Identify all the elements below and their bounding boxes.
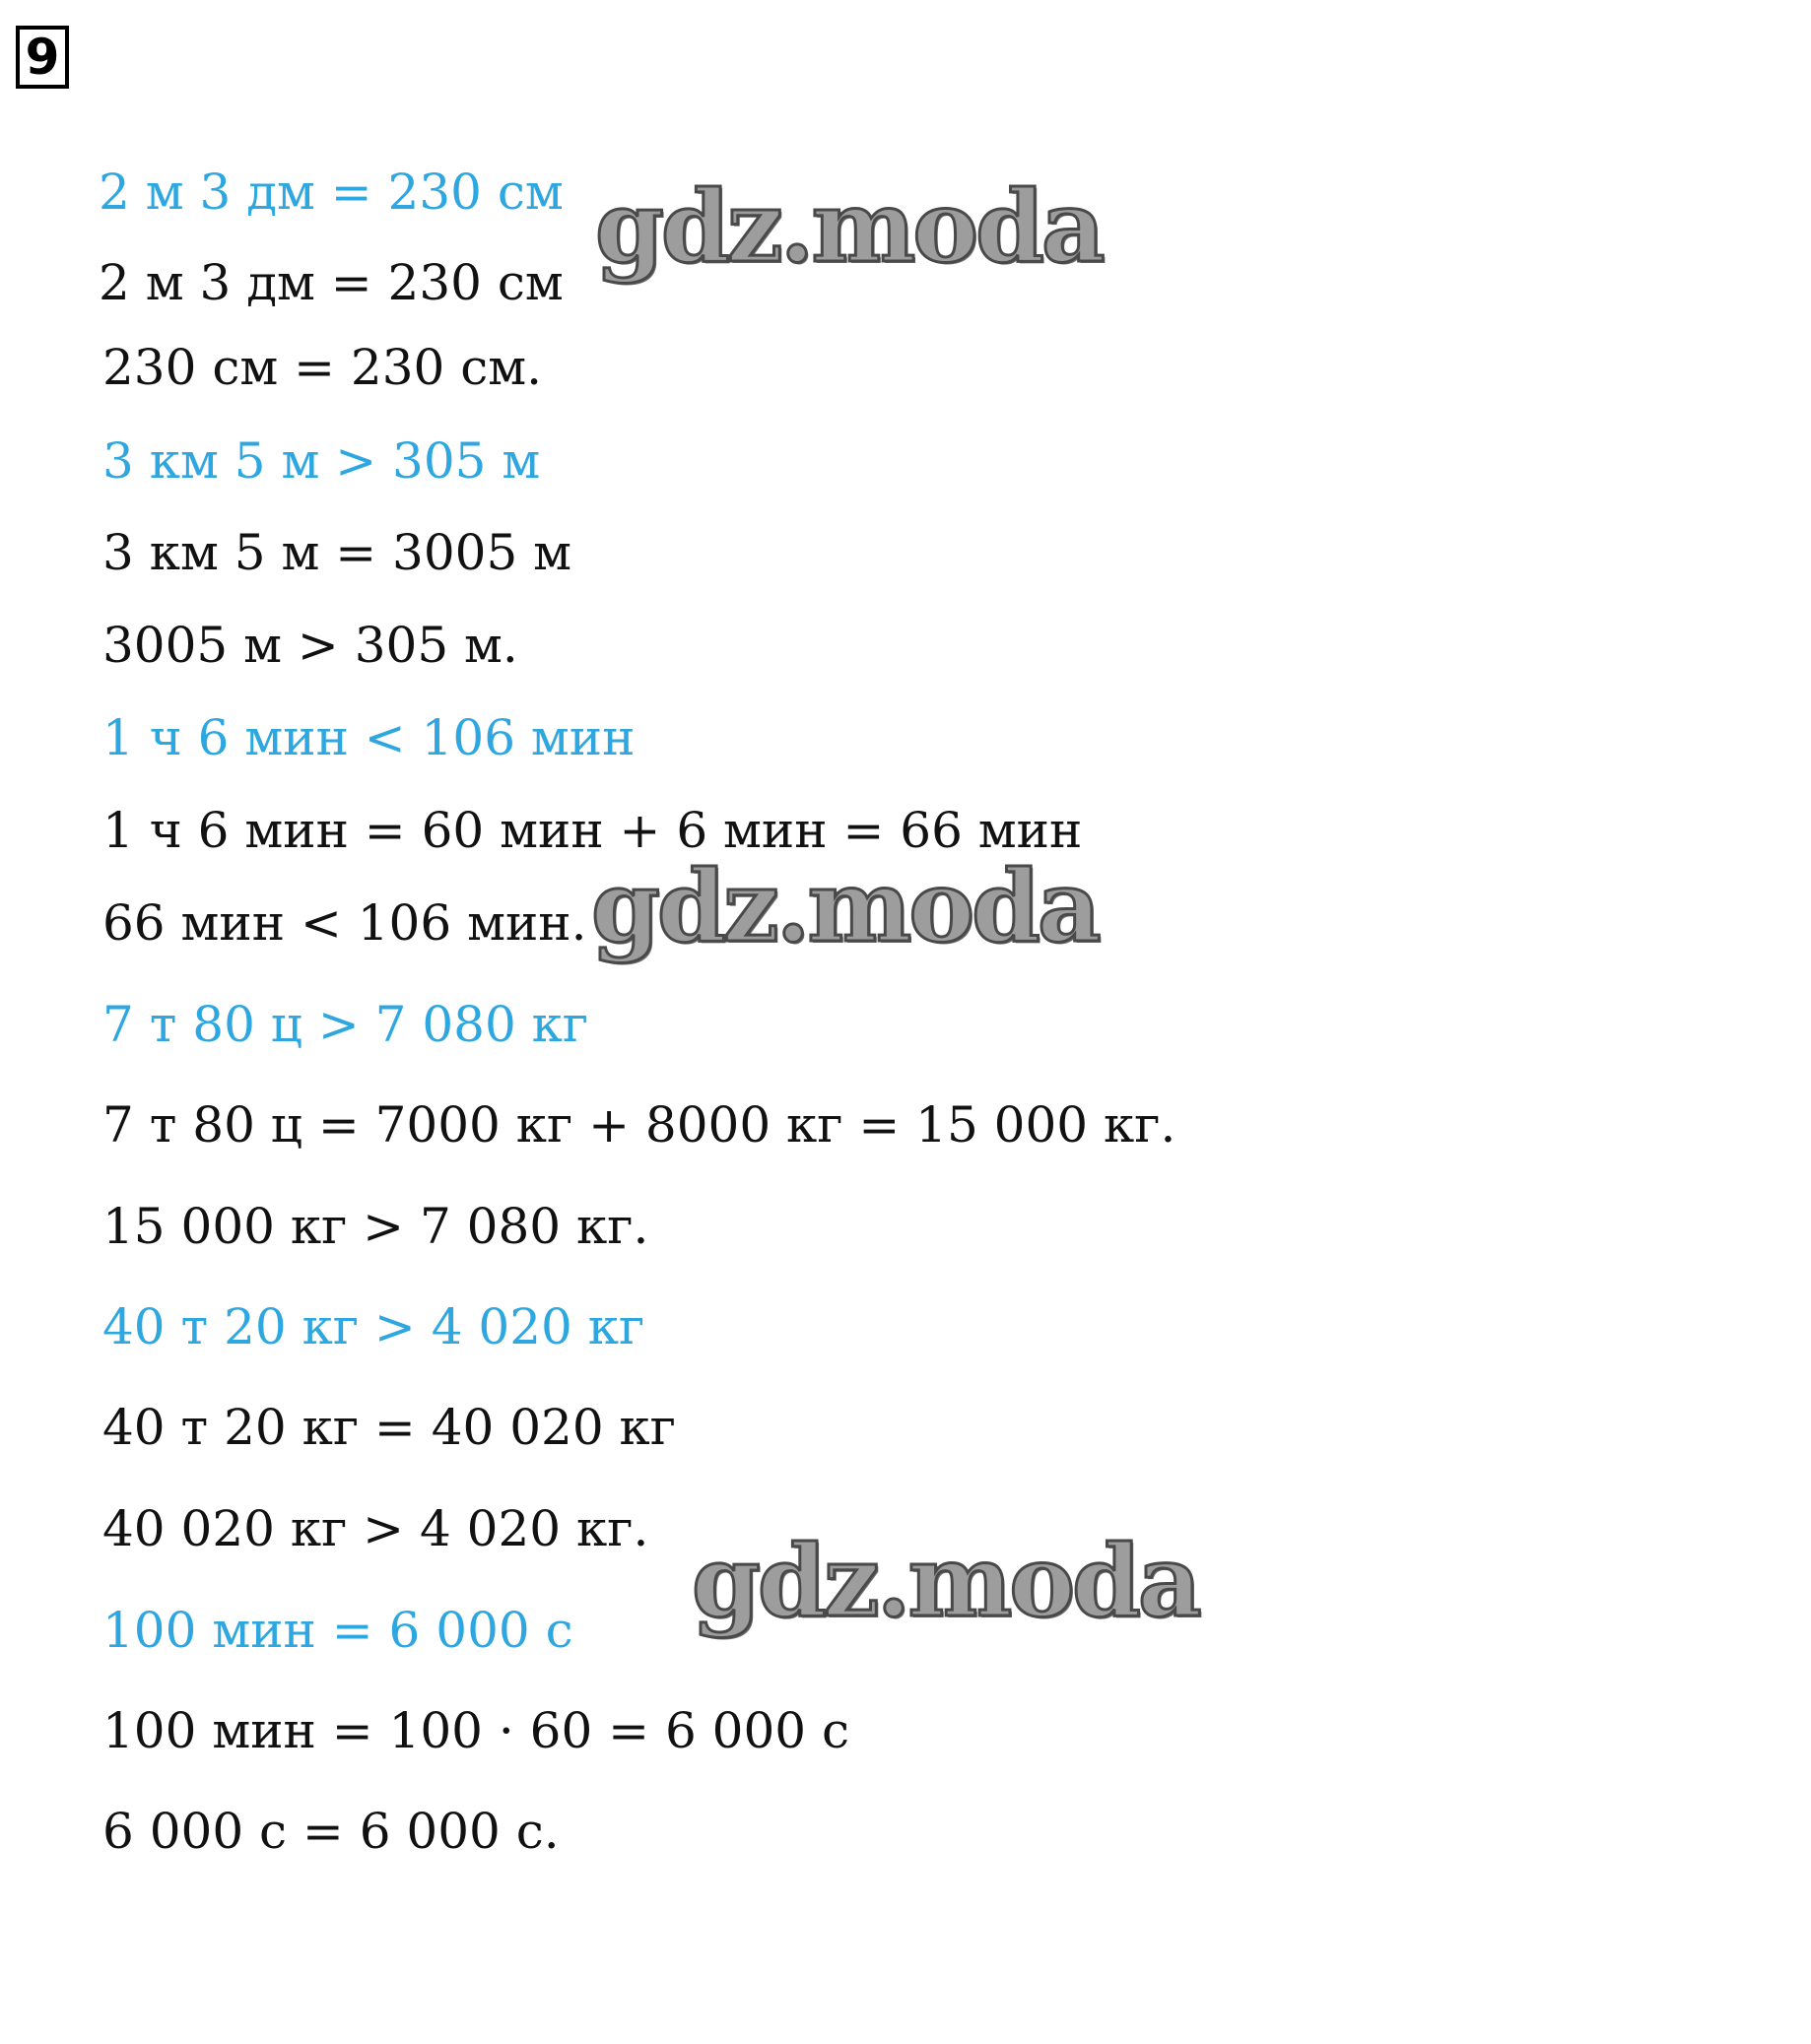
solution-line-5a: 40 т 20 кг = 40 020 кг: [102, 1399, 677, 1456]
solution-line-1a: 2 м 3 дм = 230 см: [99, 254, 564, 311]
watermark-logo: gdz.moda: [595, 168, 1103, 285]
comparison-answer-5: 40 т 20 кг > 4 020 кг: [102, 1298, 645, 1355]
solution-line-2a: 3 км 5 м = 3005 м: [102, 524, 572, 581]
comparison-answer-6: 100 мин = 6 000 с: [102, 1602, 573, 1659]
solution-line-3b: 66 мин < 106 мин.: [102, 894, 587, 952]
watermark-logo: gdz.moda: [692, 1523, 1199, 1639]
comparison-answer-2: 3 км 5 м > 305 м: [102, 432, 541, 490]
solution-line-4b: 15 000 кг > 7 080 кг.: [102, 1198, 649, 1255]
solution-line-6b: 6 000 с = 6 000 с.: [102, 1803, 560, 1860]
solution-line-6a: 100 мин = 100 · 60 = 6 000 с: [102, 1702, 850, 1759]
comparison-answer-3: 1 ч 6 мин < 106 мин: [102, 709, 636, 766]
comparison-answer-1: 2 м 3 дм = 230 см: [99, 164, 564, 221]
solution-line-3a: 1 ч 6 мин = 60 мин + 6 мин = 66 мин: [102, 802, 1083, 859]
solution-line-2b: 3005 м > 305 м.: [102, 617, 518, 674]
watermark-logo: gdz.moda: [591, 848, 1099, 964]
comparison-answer-4: 7 т 80 ц > 7 080 кг: [102, 996, 589, 1053]
solution-line-5b: 40 020 кг > 4 020 кг.: [102, 1500, 649, 1557]
task-number: 9: [16, 26, 69, 89]
solution-line-4a: 7 т 80 ц = 7000 кг + 8000 кг = 15 000 кг.: [102, 1096, 1176, 1154]
solution-line-1b: 230 см = 230 см.: [102, 339, 543, 396]
